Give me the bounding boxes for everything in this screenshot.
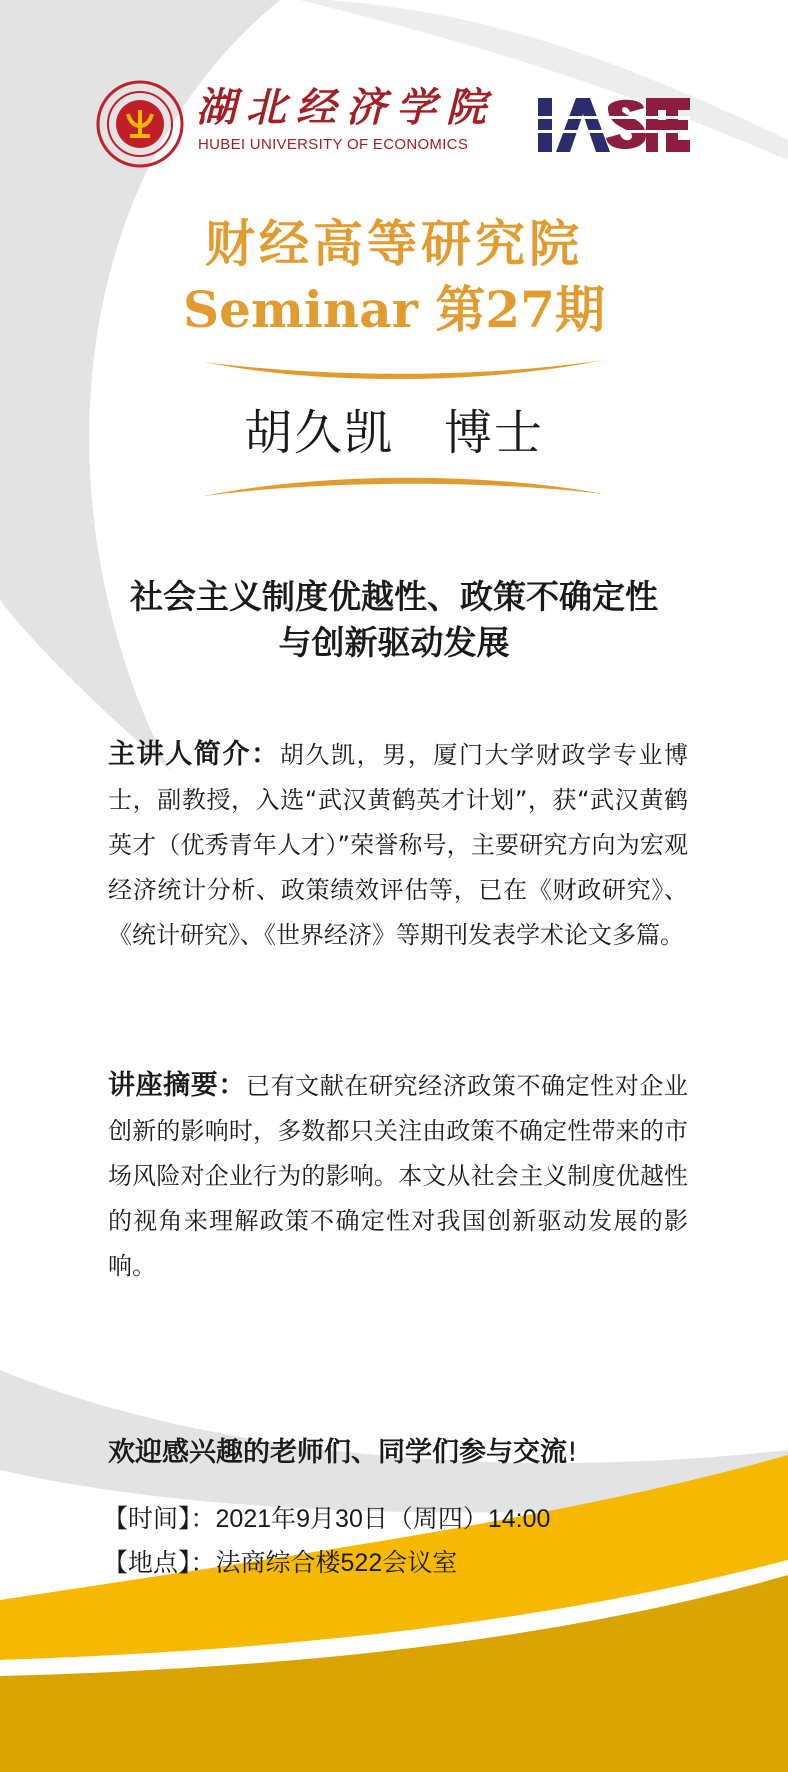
swoosh-upper bbox=[204, 356, 604, 386]
university-name-cn: 湖北经济学院 bbox=[196, 84, 496, 131]
bio-label: 主讲人简介： bbox=[108, 739, 280, 770]
bio-text: 胡久凯，男，厦门大学财政学专业博士，副教授，入选“武汉黄鹤英才计划”，获“武汉黄鹤英才（优秀青年人才）”荣誉称号，主要研究方向为宏观经济统计分析、政策绩效评估等，已在《财政研究》、《统计研究》、《世界经济》等期刊发表学术论文多篇。 bbox=[108, 741, 689, 949]
time-label: 【时间】： bbox=[103, 1505, 216, 1533]
abstract-text: 已有文献在研究经济政策不确定性对企业创新的影响时，多数都只关注由政策不确定性带来的市场风险对企业行为的影响。本文从社会主义制度优越性的视角来理解政策不确定性对我国创新驱动发展的影响。 bbox=[108, 1072, 689, 1280]
iasfe-logo bbox=[538, 92, 690, 154]
place-label: 【地点】： bbox=[103, 1549, 216, 1577]
university-name-en: HUBEI UNIVERSITY OF ECONOMICS bbox=[198, 136, 469, 153]
talk-title-line-1: 社会主义制度优越性、政策不确定性 bbox=[130, 577, 658, 616]
welcome-exclamation: ! bbox=[567, 1437, 578, 1468]
seminar-issue: Seminar 第27期 bbox=[183, 280, 605, 339]
event-time bbox=[103, 1501, 550, 1537]
speaker-bio bbox=[108, 732, 688, 958]
welcome-message bbox=[108, 1433, 578, 1473]
event-location bbox=[103, 1545, 457, 1581]
university-seal-icon bbox=[96, 80, 184, 168]
place-value: 法商综合楼522会议室 bbox=[215, 1549, 458, 1577]
talk-abstract bbox=[108, 1063, 688, 1289]
time-value: 2021年9月30日（周四）14:00 bbox=[215, 1505, 551, 1533]
swoosh-lower bbox=[204, 470, 604, 500]
speaker-name: 胡久凯 博士 bbox=[243, 405, 544, 461]
talk-title-line-2: 与创新驱动发展 bbox=[278, 623, 510, 662]
welcome-text: 欢迎感兴趣的老师们、同学们参与交流 bbox=[108, 1437, 567, 1468]
talk-title bbox=[0, 574, 788, 666]
abstract-label: 讲座摘要： bbox=[108, 1070, 246, 1101]
institute-title: 财经高等研究院 bbox=[205, 214, 583, 273]
